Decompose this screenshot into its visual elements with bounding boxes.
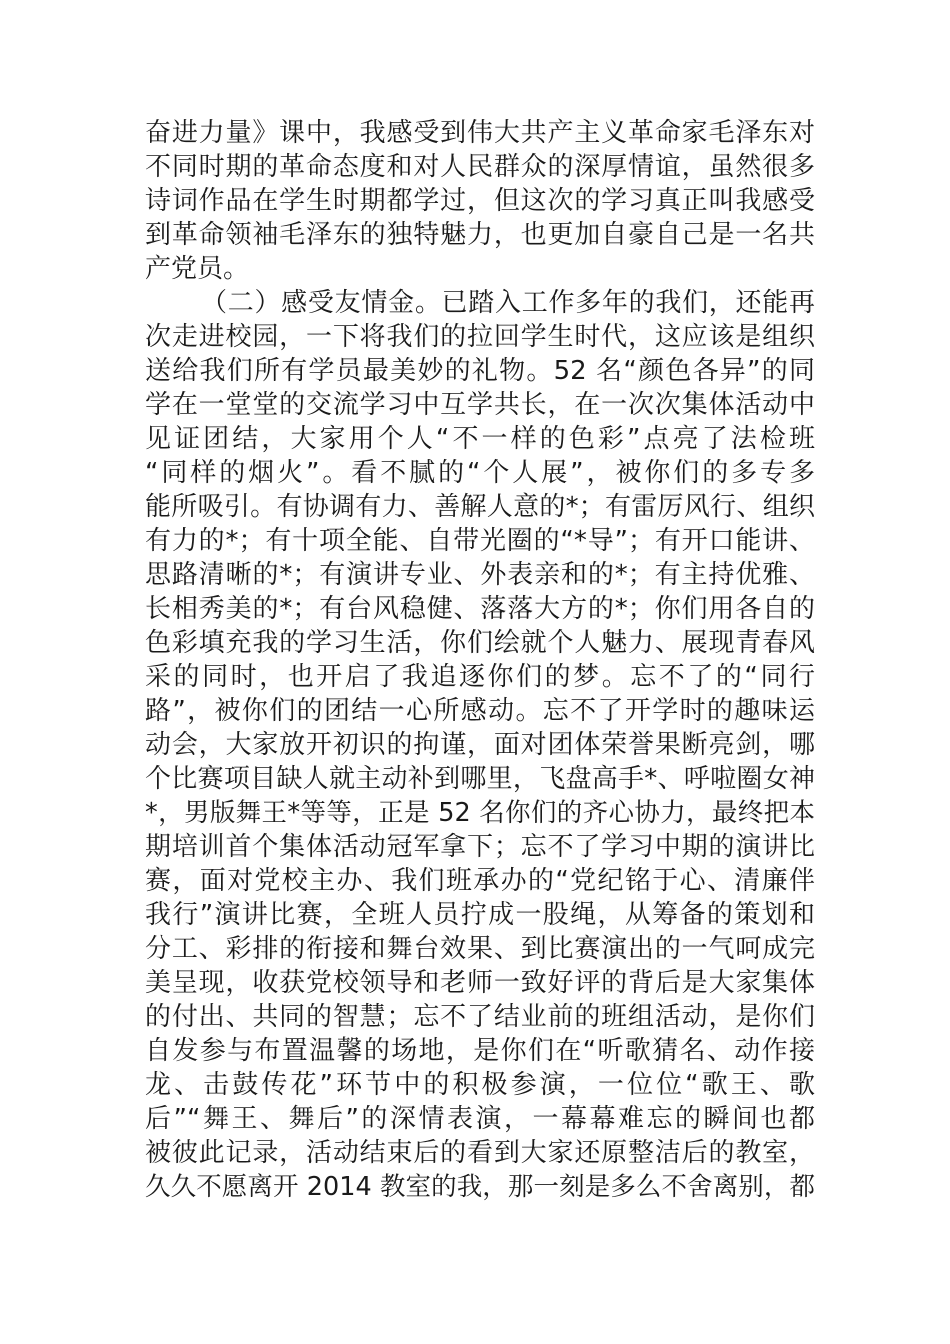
text-line: 后”“舞王、舞后”的深情表演，一幕幕难忘的瞬间也都	[145, 1104, 815, 1134]
text-line: 色彩填充我的学习生活，你们绘就个人魅力、展现青春风	[145, 628, 815, 658]
text-line: 分工、彩排的衔接和舞台效果、到比赛演出的一气呵成完	[145, 934, 815, 964]
text-line: 被彼此记录，活动结束后的看到大家还原整洁后的教室，	[145, 1138, 815, 1168]
text-line: 路”，被你们的团结一心所感动。忘不了开学时的趣味运	[145, 696, 815, 726]
text-line: 久久不愿离开 2014 教室的我，那一刻是多么不舍离别，都	[145, 1172, 815, 1202]
text-line: 能所吸引。有协调有力、善解人意的*；有雷厉风行、组织	[145, 492, 815, 522]
text-line: 有力的*；有十项全能、自带光圈的“*导”；有开口能讲、	[145, 526, 815, 556]
text-line: “同样的烟火”。看不腻的“个人展”，被你们的多专多	[145, 458, 815, 488]
text-line: 自发参与布置温馨的场地，是你们在“听歌猜名、动作接	[145, 1036, 815, 1066]
text-line: 的付出、共同的智慧；忘不了结业前的班组活动，是你们	[145, 1002, 815, 1032]
text-line: 龙、击鼓传花”环节中的积极参演，一位位“歌王、歌	[145, 1070, 815, 1100]
text-line: 不同时期的革命态度和对人民群众的深厚情谊，虽然很多	[145, 152, 815, 182]
text-line: 送给我们所有学员最美妙的礼物。52 名“颜色各异”的同	[145, 356, 815, 386]
text-line: 个比赛项目缺人就主动补到哪里，飞盘高手*、呼啦圈女神	[145, 764, 815, 794]
text-line: 奋进力量》课中，我感受到伟大共产主义革命家毛泽东对	[145, 118, 815, 148]
text-line: 产党员。	[145, 254, 250, 284]
text-line: 思路清晰的*；有演讲专业、外表亲和的*；有主持优雅、	[145, 560, 815, 590]
text-line: 次走进校园，一下将我们的拉回学生时代，这应该是组织	[145, 322, 815, 352]
text-line: *，男版舞王*等等，正是 52 名你们的齐心协力，最终把本	[145, 798, 815, 828]
text-line: 长相秀美的*；有台风稳健、落落大方的*；你们用各自的	[145, 594, 815, 624]
text-line: 见证团结，大家用个人“不一样的色彩”点亮了法检班	[145, 424, 815, 454]
text-line: 动会，大家放开初识的拘谨，面对团体荣誉果断亮剑，哪	[145, 730, 815, 760]
text-line: 我行”演讲比赛，全班人员拧成一股绳，从筹备的策划和	[145, 900, 815, 930]
text-line: 赛，面对党校主办、我们班承办的“党纪铭于心、清廉伴	[145, 866, 815, 896]
body-text	[145, 116, 815, 1204]
paragraph-start-line: （二）感受友情金。已踏入工作多年的我们，还能再	[201, 288, 815, 318]
text-line: 期培训首个集体活动冠军拿下；忘不了学习中期的演讲比	[145, 832, 815, 862]
text-line: 诗词作品在学生时期都学过，但这次的学习真正叫我感受	[145, 186, 815, 216]
text-line: 到革命领袖毛泽东的独特魅力，也更加自豪自己是一名共	[145, 220, 815, 250]
text-line: 学在一堂堂的交流学习中互学共长，在一次次集体活动中	[145, 390, 815, 420]
text-line: 采的同时，也开启了我追逐你们的梦。忘不了的“同行	[145, 662, 815, 692]
text-line: 美呈现，收获党校领导和老师一致好评的背后是大家集体	[145, 968, 815, 998]
